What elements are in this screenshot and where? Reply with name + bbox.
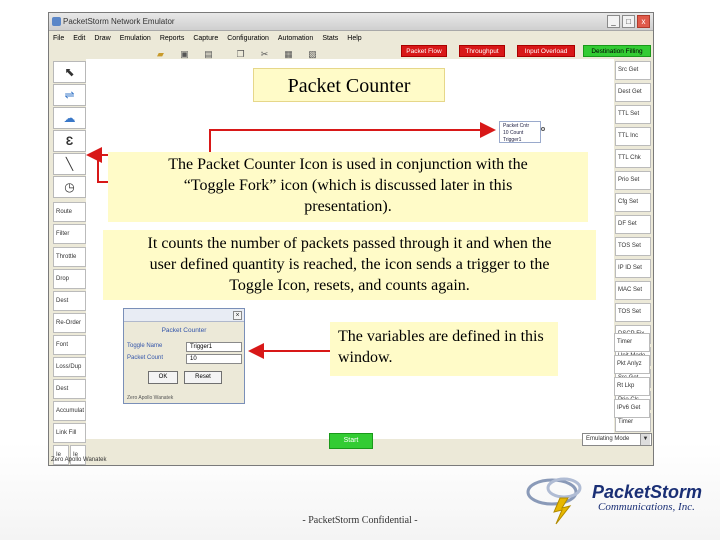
minimize-button[interactable]: _: [607, 15, 620, 28]
packet-count-input[interactable]: 10: [186, 354, 242, 364]
save-icon[interactable]: ▣: [180, 49, 189, 59]
throughput-button[interactable]: Throughput: [459, 45, 505, 57]
menu-reports[interactable]: Reports: [159, 35, 185, 42]
menu-file[interactable]: File: [53, 35, 65, 42]
clock-icon[interactable]: ◷: [53, 176, 86, 198]
right-button-17b[interactable]: Timer: [614, 333, 650, 352]
paste-icon[interactable]: ▦: [284, 49, 293, 59]
throttle-button[interactable]: Throttle: [53, 247, 86, 267]
status-bar: Zero Apollo Wanatek: [51, 457, 107, 463]
reorder-button[interactable]: Re-Order: [53, 313, 86, 333]
small-button-2[interactable]: Ie: [70, 445, 86, 465]
cloud-network-icon[interactable]: ☁: [53, 107, 86, 129]
packet-count-label: Packet Count: [127, 355, 164, 361]
toggle-name-label: Toggle Name: [127, 343, 163, 349]
menu-configuration[interactable]: Configuration: [227, 35, 269, 42]
right-button-7[interactable]: Cfg Set: [615, 193, 651, 212]
storm-cloud-icon: [520, 468, 600, 528]
ok-button[interactable]: OK: [148, 371, 178, 384]
right-button-3[interactable]: TTL Set: [615, 105, 651, 124]
menu-help[interactable]: Help: [347, 35, 362, 42]
logo-subtitle: Communications, Inc.: [598, 501, 695, 513]
open-folder-icon[interactable]: ▰: [157, 49, 164, 59]
toggle-name-input[interactable]: Trigger1: [186, 342, 242, 352]
destination-filling-button[interactable]: Destination Filling: [583, 45, 651, 57]
node-line-2: 10 Count: [503, 130, 524, 136]
dialog-close-icon[interactable]: ×: [233, 311, 242, 320]
link-fill-button[interactable]: Link Fill: [53, 423, 86, 443]
menu-edit[interactable]: Edit: [73, 35, 86, 42]
icon-description-callout: The Packet Counter Icon is used in conjunction with the “Toggle Fork” icon (which is discussed later in this presentation).: [108, 152, 588, 222]
node-line-1: Packet Cntr: [503, 123, 530, 129]
right-button-20[interactable]: IPv6 Get: [614, 399, 650, 418]
paste-special-icon[interactable]: ▧: [308, 49, 317, 59]
right-button-11[interactable]: MAC Set: [615, 281, 651, 300]
menu-stats[interactable]: Stats: [322, 35, 339, 42]
right-button-1[interactable]: Src Get: [615, 61, 651, 80]
arrow-to-node: [210, 130, 494, 152]
mode-dropdown-value: Emulating Mode: [586, 436, 630, 442]
start-button[interactable]: Start: [329, 433, 373, 449]
right-button-9[interactable]: TOS Set: [615, 237, 651, 256]
right-button-2[interactable]: Dest Get: [615, 83, 651, 102]
menu-draw[interactable]: Draw: [94, 35, 111, 42]
footer-text: - PacketStorm Confidential -: [302, 515, 418, 526]
right-button-17[interactable]: Timer: [615, 413, 651, 432]
chevron-down-icon: ▼: [640, 434, 650, 445]
right-button-10[interactable]: IP ID Set: [615, 259, 651, 278]
window-title: PacketStorm Network Emulator: [63, 17, 175, 26]
close-button[interactable]: x: [637, 15, 650, 28]
node-line-3: Trigger1: [503, 137, 522, 143]
input-overload-button[interactable]: Input Overload: [517, 45, 575, 57]
variables-callout: The variables are defined in this window.: [330, 322, 558, 376]
dialog-heading: Packet Counter: [161, 327, 207, 334]
filter-button[interactable]: Filter: [53, 224, 86, 244]
menu-emulation[interactable]: Emulation: [119, 35, 151, 42]
menu-automation[interactable]: Automation: [277, 35, 314, 42]
drop-button[interactable]: Drop: [53, 269, 86, 289]
menu-capture[interactable]: Capture: [193, 35, 219, 42]
small-button-1[interactable]: Ie: [53, 445, 69, 465]
connector-tool-icon[interactable]: ⇌: [53, 84, 86, 106]
copy-icon[interactable]: ❐: [236, 49, 245, 59]
loss-dup-button[interactable]: Loss/Dup: [53, 357, 86, 377]
route-button[interactable]: Route: [53, 202, 86, 222]
right-button-8[interactable]: DF Set: [615, 215, 651, 234]
maximize-button[interactable]: □: [622, 15, 635, 28]
line-tool-icon[interactable]: ╲: [53, 153, 86, 175]
right-button-6[interactable]: Prio Set: [615, 171, 651, 190]
arrow-to-fork-icon-2: [98, 157, 108, 182]
packetstorm-logo: [520, 468, 710, 528]
logo-name: PacketStorm: [592, 482, 703, 502]
right-button-19[interactable]: Rt Lkp: [614, 377, 650, 396]
right-button-4[interactable]: TTL Inc: [615, 127, 651, 146]
print-icon[interactable]: ▤: [204, 49, 213, 59]
font-button[interactable]: Font: [53, 335, 86, 355]
reset-button[interactable]: Reset: [184, 371, 222, 384]
slide-title: Packet Counter: [253, 68, 445, 102]
dest-button[interactable]: Dest: [53, 291, 86, 311]
count-description-callout: It counts the number of packets passed through it and when the user defined quantity is reached, the icon sends a trigger to the Toggle Icon, resets, and counts again.: [103, 230, 596, 300]
accumulate-button[interactable]: Accumulat: [53, 401, 86, 421]
right-button-5[interactable]: TTL Chk: [615, 149, 651, 168]
pointer-tool-icon[interactable]: ⬉: [53, 61, 86, 83]
cut-icon[interactable]: ✂: [260, 49, 269, 59]
dialog-status: Zero Apollo Wanatek: [127, 395, 174, 401]
toggle-fork-icon[interactable]: Ɛ: [53, 130, 86, 152]
dest-button-2[interactable]: Dest: [53, 379, 86, 399]
right-button-12[interactable]: TOS Set: [615, 303, 651, 322]
right-button-18[interactable]: Pkt Anlyz: [614, 355, 650, 374]
packet-flow-button[interactable]: Packet Flow: [401, 45, 447, 57]
